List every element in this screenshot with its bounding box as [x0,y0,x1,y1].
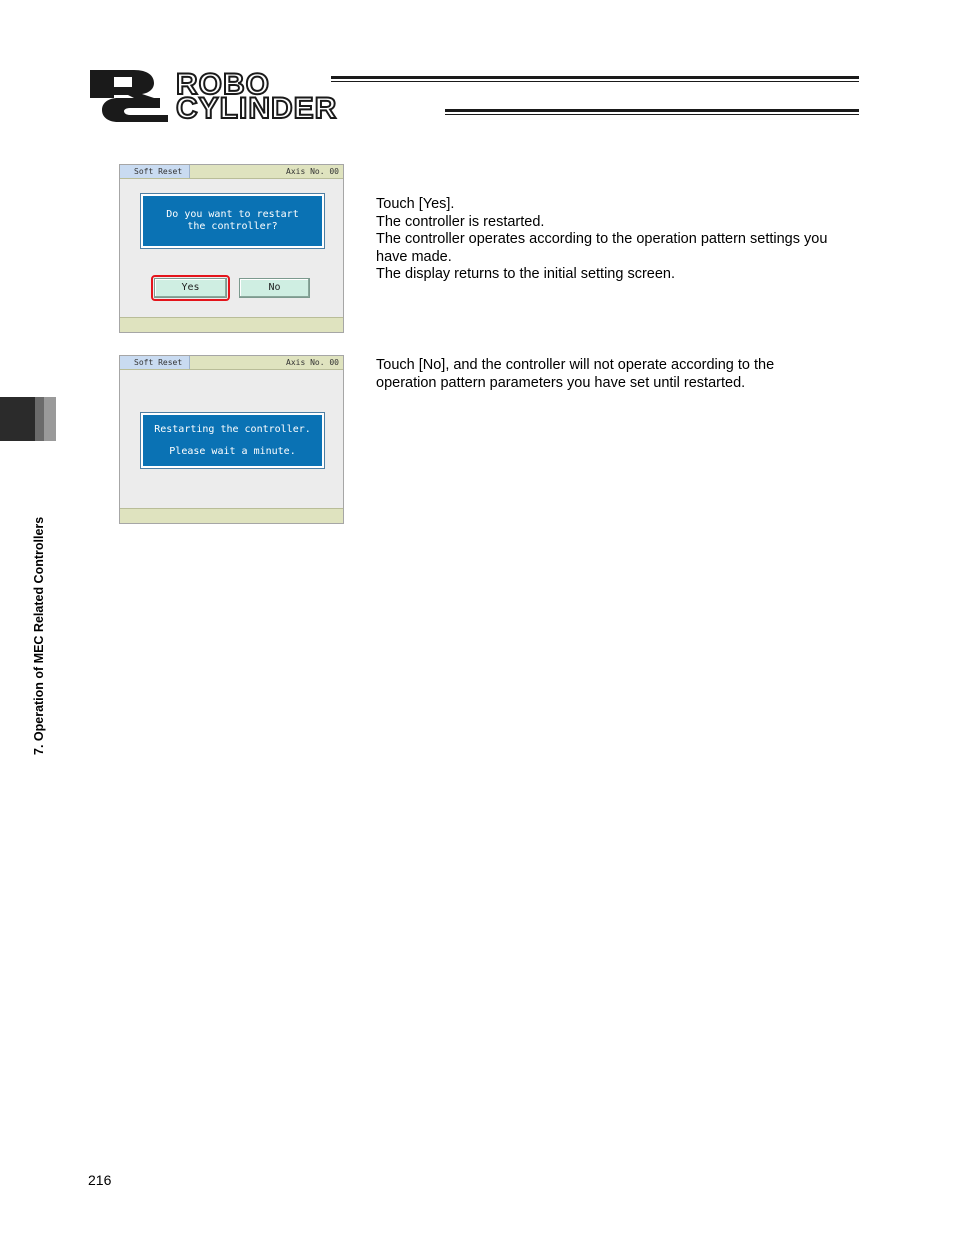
restarting-message: Restarting the controller. Please wait a minute. [141,413,324,468]
chapter-tab [0,397,56,441]
screen-statusbar [120,508,343,523]
header-rule-bottom-2 [445,114,859,115]
no-instructions: Touch [No], and the controller will not operate according to the operation pattern parameters you have set until restarted. [376,357,775,391]
screen-titlebar [120,356,343,370]
brand-cylinder-text: CYLINDER [176,92,338,125]
confirm-message: Do you want to restart the controller? [141,194,324,248]
header-rule-top-2 [331,81,859,82]
rc-logo-icon [88,68,168,124]
yes-button[interactable]: Yes [154,278,227,298]
screen-statusbar [120,317,343,332]
soft-reset-confirm-screen [119,164,344,333]
axis-number: Axis No. 00 [286,167,339,176]
header-rule-top-1 [331,76,859,79]
header-rule-bottom-1 [445,109,859,112]
brand-robo-text: ROBO [176,68,270,101]
chapter-label: 7. Operation of MEC Related Controllers [32,516,46,755]
yes-instructions: Touch [Yes]. The controller is restarted. The controller operates according to the operation pattern settings you have made. The display returns to the initial setting screen. [376,196,828,282]
screen-title: Soft Reset [134,358,183,367]
no-button[interactable]: No [239,278,310,298]
soft-reset-restarting-screen [119,355,344,524]
screen-titlebar [120,165,343,179]
page-number: 216 [88,1172,112,1188]
axis-number: Axis No. 00 [286,358,339,367]
screen-title: Soft Reset [134,167,183,176]
